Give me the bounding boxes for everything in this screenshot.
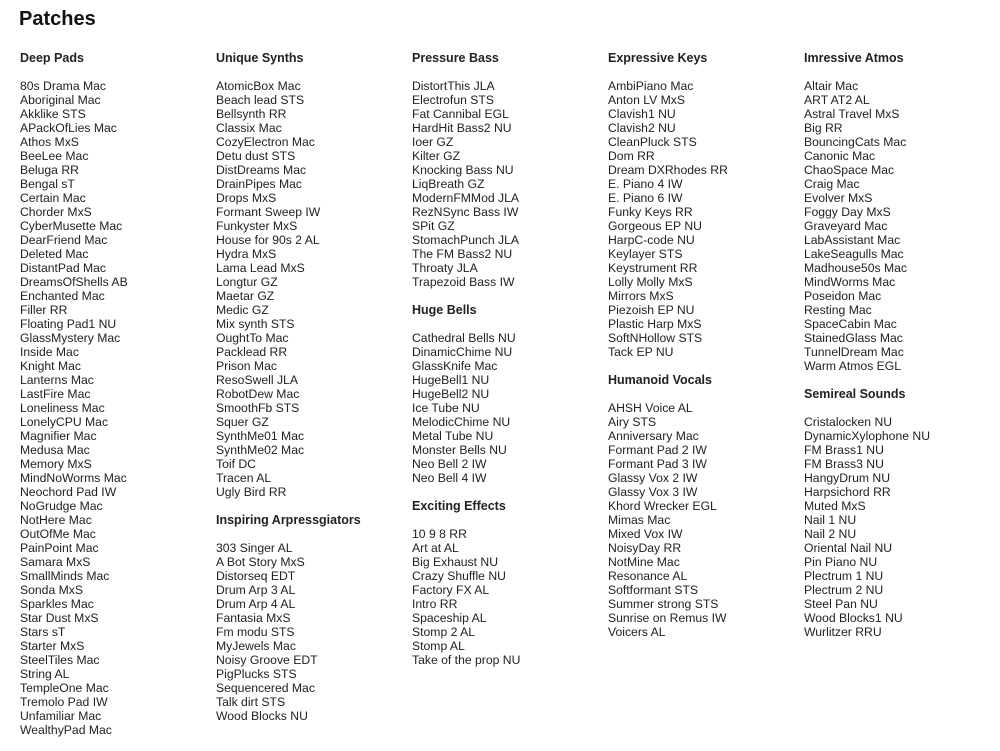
patch-group <box>608 51 798 359</box>
patch-item[interactable]: Talk dirt STS <box>216 695 286 709</box>
patch-item[interactable]: Canonic Mac <box>804 149 876 163</box>
patch-item[interactable]: TunnelDream Mac <box>804 345 904 359</box>
patch-group <box>216 513 406 723</box>
patch-item[interactable]: Drum Arp 3 AL <box>216 583 296 597</box>
patch-item[interactable]: Sunrise on Remus IW <box>608 611 727 625</box>
patch-list <box>608 401 798 639</box>
patch-item[interactable]: Resonance AL <box>608 569 688 583</box>
patch-item[interactable]: Star Dust MxS <box>20 611 99 625</box>
patch-item[interactable]: SPit GZ <box>412 219 455 233</box>
patch-group <box>804 51 994 373</box>
patch-item[interactable]: CleanPluck STS <box>608 135 697 149</box>
patch-item[interactable]: Lama Lead MxS <box>216 261 305 275</box>
patch-item[interactable]: House for 90s 2 AL <box>216 233 320 247</box>
patch-item[interactable]: Enchanted Mac <box>20 289 105 303</box>
patch-item[interactable]: LiqBreath GZ <box>412 177 485 191</box>
patch-item[interactable]: Prison Mac <box>216 359 277 373</box>
patch-item[interactable]: Aboriginal Mac <box>20 93 101 107</box>
patch-item[interactable]: WealthyPad Mac <box>20 723 112 737</box>
patch-item[interactable]: Take of the prop NU <box>412 653 521 667</box>
patch-item[interactable]: SoftNHollow STS <box>608 331 703 345</box>
patch-item[interactable]: Tracen AL <box>216 471 272 485</box>
patch-item[interactable]: AHSH Voice AL <box>608 401 693 415</box>
group-title: Pressure Bass <box>412 51 499 65</box>
patch-item[interactable]: DrainPipes Mac <box>216 177 303 191</box>
patch-item[interactable]: BouncingCats Mac <box>804 135 907 149</box>
patch-item[interactable]: Neochord Pad IW <box>20 485 117 499</box>
patch-item[interactable]: DynamicXylophone NU <box>804 429 930 443</box>
patch-item[interactable]: E. Piano 4 IW <box>608 177 683 191</box>
patch-item[interactable]: Ice Tube NU <box>412 401 480 415</box>
patch-item[interactable]: GlassMystery Mac <box>20 331 121 345</box>
patch-item[interactable]: Stomp AL <box>412 639 465 653</box>
patch-item[interactable]: Neo Bell 4 IW <box>412 471 487 485</box>
patch-item[interactable]: Stars sT <box>20 625 66 639</box>
patch-item[interactable]: StomachPunch JLA <box>412 233 520 247</box>
patch-list <box>608 79 798 359</box>
patch-item[interactable]: Kilter GZ <box>412 149 461 163</box>
patch-item[interactable]: Toif DC <box>216 457 256 471</box>
page-title: Patches <box>19 8 96 30</box>
patch-item[interactable]: Harpsichord RR <box>804 485 891 499</box>
patch-item[interactable]: LakeSeagulls Mac <box>804 247 904 261</box>
patch-item[interactable]: Neo Bell 2 IW <box>412 457 487 471</box>
patch-item[interactable]: Resting Mac <box>804 303 872 317</box>
patch-item[interactable]: Mimas Mac <box>608 513 671 527</box>
patch-item[interactable]: TempleOne Mac <box>20 681 109 695</box>
group-title: Imressive Atmos <box>804 51 904 65</box>
patch-item[interactable]: SynthMe02 Mac <box>216 443 305 457</box>
patch-item[interactable]: A Bot Story MxS <box>216 555 305 569</box>
patch-item[interactable]: Big Exhaust NU <box>412 555 499 569</box>
patch-item[interactable]: Foggy Day MxS <box>804 205 891 219</box>
patch-item[interactable]: Crazy Shuffle NU <box>412 569 506 583</box>
patch-item[interactable]: Nail 2 NU <box>804 527 857 541</box>
patch-item[interactable]: CozyElectron Mac <box>216 135 315 149</box>
patch-item[interactable]: Packlead RR <box>216 345 288 359</box>
patch-item[interactable]: AmbiPiano Mac <box>608 79 694 93</box>
patch-item[interactable]: The FM Bass2 NU <box>412 247 513 261</box>
patch-item[interactable]: DistantPad Mac <box>20 261 107 275</box>
patch-item[interactable]: Tremolo Pad IW <box>20 695 108 709</box>
patch-item[interactable]: Floating Pad1 NU <box>20 317 117 331</box>
patch-item[interactable]: Trapezoid Bass IW <box>412 275 515 289</box>
patch-item[interactable]: Medic GZ <box>216 303 269 317</box>
patch-item[interactable]: RobotDew Mac <box>216 387 300 401</box>
group-title: Semireal Sounds <box>804 387 906 401</box>
patch-item[interactable]: Fat Cannibal EGL <box>412 107 509 121</box>
patch-item[interactable]: Samara MxS <box>20 555 91 569</box>
patch-item[interactable]: DistDreams Mac <box>216 163 307 177</box>
patch-item[interactable]: Evolver MxS <box>804 191 873 205</box>
patch-group <box>412 51 602 289</box>
patch-item[interactable]: Noisy Groove EDT <box>216 653 318 667</box>
patch-list <box>412 79 602 289</box>
patch-item[interactable]: Knocking Bass NU <box>412 163 514 177</box>
patch-item[interactable]: Voicers AL <box>608 625 666 639</box>
patch-item[interactable]: Beluga RR <box>20 163 79 177</box>
patch-item[interactable]: Pin Piano NU <box>804 555 878 569</box>
patch-item[interactable]: SpaceCabin Mac <box>804 317 897 331</box>
patch-item[interactable]: Beach lead STS <box>216 93 305 107</box>
patch-item[interactable]: Wood Blocks1 NU <box>804 611 903 625</box>
patch-item[interactable]: Keylayer STS <box>608 247 683 261</box>
patch-item[interactable]: ModernFMMod JLA <box>412 191 520 205</box>
patch-item[interactable]: Clavish2 NU <box>608 121 676 135</box>
patch-item[interactable]: Cathedral Bells NU <box>412 331 516 345</box>
patch-item[interactable]: Mirrors MxS <box>608 289 674 303</box>
patch-item[interactable]: Big RR <box>804 121 843 135</box>
patch-item[interactable]: MindNoWorms Mac <box>20 471 127 485</box>
patch-column <box>804 51 994 653</box>
patch-item[interactable]: Akklike STS <box>20 107 86 121</box>
patch-item[interactable]: Art at AL <box>412 541 459 555</box>
patch-item[interactable]: Drum Arp 4 AL <box>216 597 296 611</box>
patch-column <box>608 51 798 653</box>
patch-item[interactable]: Anniversary Mac <box>608 429 699 443</box>
patch-list <box>216 541 406 723</box>
patch-item[interactable]: Anton LV MxS <box>608 93 685 107</box>
patch-item[interactable]: LastFire Mac <box>20 387 91 401</box>
patch-item[interactable]: String AL <box>20 667 70 681</box>
patch-column <box>20 51 210 751</box>
patch-item[interactable]: OutOfMe Mac <box>20 527 96 541</box>
patch-item[interactable]: Madhouse50s Mac <box>804 261 907 275</box>
patch-item[interactable]: BeeLee Mac <box>20 149 89 163</box>
patch-item[interactable]: Warm Atmos EGL <box>804 359 902 373</box>
patch-item[interactable]: AtomicBox Mac <box>216 79 301 93</box>
group-title: Exciting Effects <box>412 499 506 513</box>
patch-item[interactable]: MelodicChime NU <box>412 415 511 429</box>
patch-item[interactable]: HardHit Bass2 NU <box>412 121 512 135</box>
patch-list <box>412 331 602 485</box>
patch-item[interactable]: Ugly Bird RR <box>216 485 287 499</box>
patch-item[interactable]: DearFriend Mac <box>20 233 108 247</box>
patch-item[interactable]: MyJewels Mac <box>216 639 296 653</box>
patch-item[interactable]: Intro RR <box>412 597 458 611</box>
patch-item[interactable]: Khord Wrecker EGL <box>608 499 717 513</box>
patch-item[interactable]: NotHere Mac <box>20 513 92 527</box>
patch-item[interactable]: Certain Mac <box>20 191 86 205</box>
patch-item[interactable]: SteelTiles Mac <box>20 653 100 667</box>
patch-item[interactable]: Graveyard Mac <box>804 219 888 233</box>
patch-item[interactable]: Clavish1 NU <box>608 107 676 121</box>
patch-item[interactable]: DistortThis JLA <box>412 79 495 93</box>
patch-item[interactable]: Plastic Harp MxS <box>608 317 702 331</box>
patch-item[interactable]: NotMine Mac <box>608 555 680 569</box>
patch-item[interactable]: Hydra MxS <box>216 247 277 261</box>
patch-list <box>804 79 994 373</box>
patch-item[interactable]: Summer strong STS <box>608 597 719 611</box>
patch-list <box>804 415 994 639</box>
patch-item[interactable]: Airy STS <box>608 415 657 429</box>
patch-group <box>804 387 994 639</box>
patch-item[interactable]: PigPlucks STS <box>216 667 297 681</box>
patch-item[interactable]: Factory FX AL <box>412 583 490 597</box>
patch-item[interactable]: ChaoSpace Mac <box>804 163 895 177</box>
patch-item[interactable]: Deleted Mac <box>20 247 89 261</box>
patch-item[interactable]: Athos MxS <box>20 135 79 149</box>
patch-group <box>412 303 602 485</box>
patch-item[interactable]: GlassKnife Mac <box>412 359 498 373</box>
patch-item[interactable]: HangyDrum NU <box>804 471 891 485</box>
patch-item[interactable]: FM Brass1 NU <box>804 443 884 457</box>
patch-item[interactable]: Funkyster MxS <box>216 219 298 233</box>
group-title: Huge Bells <box>412 303 477 317</box>
patch-item[interactable]: Sonda MxS <box>20 583 84 597</box>
patch-item[interactable]: Poseidon Mac <box>804 289 882 303</box>
patch-item[interactable]: Detu dust STS <box>216 149 296 163</box>
patch-item[interactable]: Lolly Molly MxS <box>608 275 693 289</box>
patch-group <box>216 51 406 499</box>
patch-item[interactable]: 80s Drama Mac <box>20 79 107 93</box>
patch-item[interactable]: Spaceship AL <box>412 611 487 625</box>
patch-list <box>412 527 602 667</box>
patch-item[interactable]: MindWorms Mac <box>804 275 896 289</box>
patch-item[interactable]: Starter MxS <box>20 639 85 653</box>
patch-group <box>608 373 798 639</box>
patch-item[interactable]: Bengal sT <box>20 177 75 191</box>
patch-item[interactable]: RezNSync Bass IW <box>412 205 519 219</box>
patch-group <box>412 499 602 667</box>
patch-item[interactable]: LabAssistant Mac <box>804 233 901 247</box>
patch-item[interactable]: Formant Pad 2 IW <box>608 443 707 457</box>
patch-item[interactable]: Formant Sweep IW <box>216 205 321 219</box>
patch-item[interactable]: Glassy Vox 3 IW <box>608 485 698 499</box>
patch-item[interactable]: NoGrudge Mac <box>20 499 103 513</box>
patch-item[interactable]: Softformant STS <box>608 583 699 597</box>
patch-item[interactable]: HarpC-code NU <box>608 233 695 247</box>
patch-item[interactable]: Plectrum 2 NU <box>804 583 884 597</box>
patch-item[interactable]: Lanterns Mac <box>20 373 94 387</box>
patch-item[interactable]: Wood Blocks NU <box>216 709 308 723</box>
patch-item[interactable]: ART AT2 AL <box>804 93 870 107</box>
patch-item[interactable]: Longtur GZ <box>216 275 278 289</box>
patch-item[interactable]: Stomp 2 AL <box>412 625 476 639</box>
patch-item[interactable]: Mixed Vox IW <box>608 527 683 541</box>
patch-item[interactable]: Funky Keys RR <box>608 205 693 219</box>
patch-item[interactable]: Fantasia MxS <box>216 611 291 625</box>
patch-item[interactable]: Astral Travel MxS <box>804 107 900 121</box>
patch-item[interactable]: Throaty JLA <box>412 261 478 275</box>
group-title: Inspiring Arpressgiators <box>216 513 361 527</box>
patch-item[interactable]: Formant Pad 3 IW <box>608 457 707 471</box>
patch-item[interactable]: Muted MxS <box>804 499 866 513</box>
patch-item[interactable]: Chorder MxS <box>20 205 92 219</box>
patch-item[interactable]: PainPoint Mac <box>20 541 99 555</box>
patch-item[interactable]: Ioer GZ <box>412 135 454 149</box>
patch-item[interactable]: Inside Mac <box>20 345 79 359</box>
patch-item[interactable]: Dom RR <box>608 149 655 163</box>
patch-item[interactable]: Unfamiliar Mac <box>20 709 102 723</box>
patch-item[interactable]: Keystrument RR <box>608 261 698 275</box>
patch-item[interactable]: SynthMe01 Mac <box>216 429 305 443</box>
patch-item[interactable]: Monster Bells NU <box>412 443 507 457</box>
patch-item[interactable]: Altair Mac <box>804 79 859 93</box>
patch-item[interactable]: Classix Mac <box>216 121 282 135</box>
patch-item[interactable]: HugeBell1 NU <box>412 373 490 387</box>
patch-item[interactable]: Gorgeous EP NU <box>608 219 702 233</box>
patch-item[interactable]: Wurlitzer RRU <box>804 625 882 639</box>
patch-item[interactable]: SmallMinds Mac <box>20 569 110 583</box>
group-title: Unique Synths <box>216 51 304 65</box>
patch-item[interactable]: Tack EP NU <box>608 345 674 359</box>
patch-item[interactable]: Magnifier Mac <box>20 429 97 443</box>
group-title: Humanoid Vocals <box>608 373 712 387</box>
patch-item[interactable]: FM Brass3 NU <box>804 457 884 471</box>
patch-item[interactable]: DreamsOfShells AB <box>20 275 128 289</box>
patch-item[interactable]: SmoothFb STS <box>216 401 300 415</box>
patch-item[interactable]: StainedGlass Mac <box>804 331 903 345</box>
patch-item[interactable]: ResoSwell JLA <box>216 373 298 387</box>
patch-item[interactable]: Bellsynth RR <box>216 107 287 121</box>
patch-item[interactable]: NoisyDay RR <box>608 541 682 555</box>
patch-item[interactable]: CyberMusette Mac <box>20 219 123 233</box>
patch-item[interactable]: Drops MxS <box>216 191 277 205</box>
patch-item[interactable]: Cristalocken NU <box>804 415 893 429</box>
patch-item[interactable]: 10 9 8 RR <box>412 527 467 541</box>
patch-list <box>20 79 210 737</box>
patch-item[interactable]: OughtTo Mac <box>216 331 289 345</box>
patch-item[interactable]: Medusa Mac <box>20 443 90 457</box>
patch-item[interactable]: Oriental Nail NU <box>804 541 893 555</box>
patch-item[interactable]: Sequencered Mac <box>216 681 315 695</box>
patch-item[interactable]: E. Piano 6 IW <box>608 191 683 205</box>
patch-item[interactable]: Filler RR <box>20 303 68 317</box>
patch-item[interactable]: DinamicChime NU <box>412 345 513 359</box>
group-title: Deep Pads <box>20 51 84 65</box>
patch-item[interactable]: Craig Mac <box>804 177 860 191</box>
patch-item[interactable]: Dream DXRhodes RR <box>608 163 728 177</box>
patch-item[interactable]: Nail 1 NU <box>804 513 857 527</box>
patch-item[interactable]: Maetar GZ <box>216 289 275 303</box>
patch-column <box>412 51 602 681</box>
patch-item[interactable]: Metal Tube NU <box>412 429 494 443</box>
group-title: Expressive Keys <box>608 51 708 65</box>
patch-item[interactable]: Electrofun STS <box>412 93 494 107</box>
patch-item[interactable]: Loneliness Mac <box>20 401 105 415</box>
patch-item[interactable]: LonelyCPU Mac <box>20 415 109 429</box>
patch-item[interactable]: Squer GZ <box>216 415 269 429</box>
patch-column <box>216 51 406 737</box>
patch-item[interactable]: Distorseq EDT <box>216 569 296 583</box>
patch-item[interactable]: Knight Mac <box>20 359 81 373</box>
patch-group <box>20 51 210 737</box>
patch-item[interactable]: Mix synth STS <box>216 317 295 331</box>
patch-item[interactable]: Steel Pan NU <box>804 597 878 611</box>
patch-item[interactable]: Sparkles Mac <box>20 597 94 611</box>
patch-item[interactable]: HugeBell2 NU <box>412 387 490 401</box>
patch-item[interactable]: Plectrum 1 NU <box>804 569 884 583</box>
patch-item[interactable]: Fm modu STS <box>216 625 295 639</box>
patch-item[interactable]: Memory MxS <box>20 457 92 471</box>
patch-list <box>216 79 406 499</box>
patch-item[interactable]: 303 Singer AL <box>216 541 293 555</box>
patch-item[interactable]: APackOfLies Mac <box>20 121 117 135</box>
patch-item[interactable]: Glassy Vox 2 IW <box>608 471 698 485</box>
patch-item[interactable]: Piezoish EP NU <box>608 303 695 317</box>
